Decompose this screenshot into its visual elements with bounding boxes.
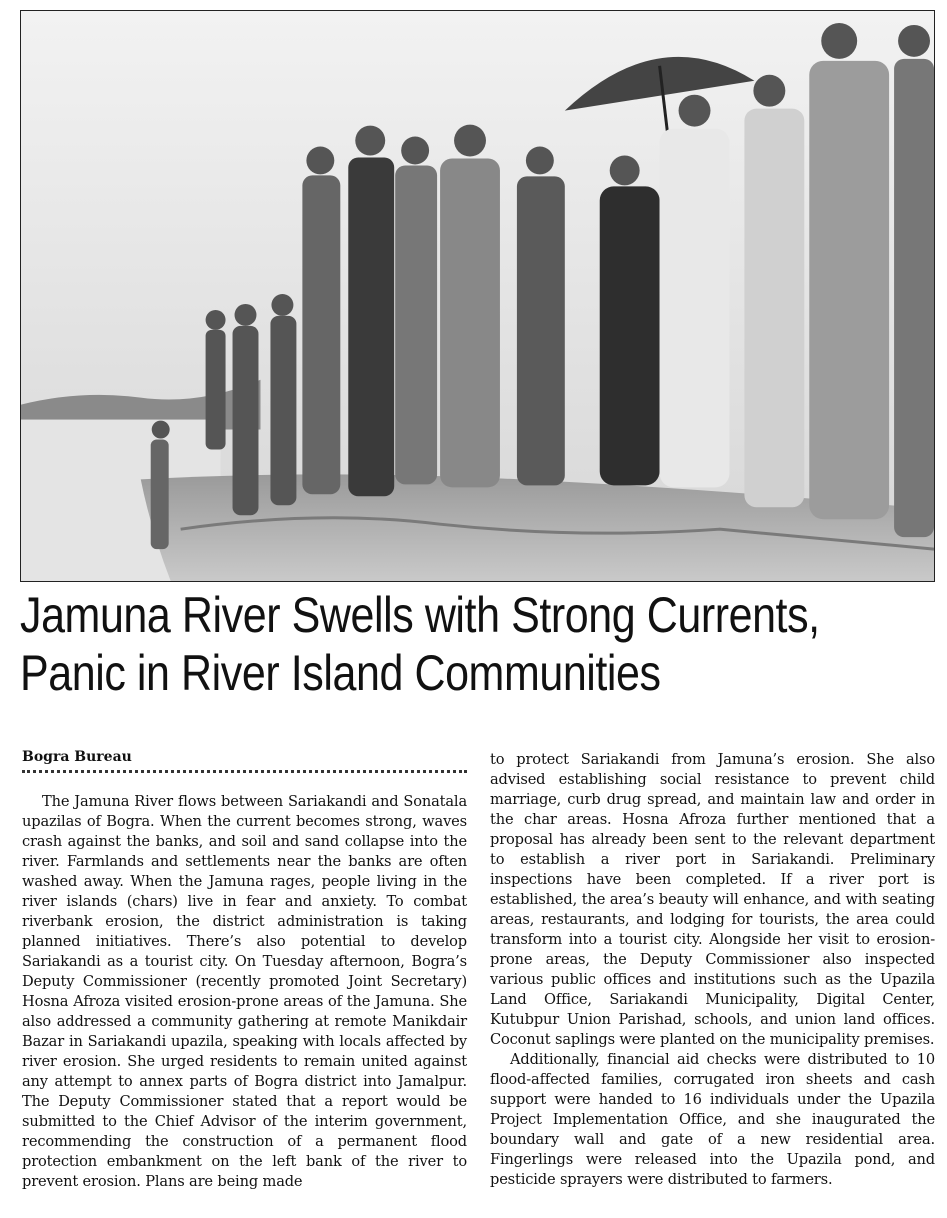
- headline-line-2: Panic in River Island Communities: [20, 645, 661, 701]
- byline: Bogra Bureau: [22, 749, 467, 773]
- news-photo: [20, 10, 935, 582]
- headline-line-1: Jamuna River Swells with Strong Currents,: [20, 587, 820, 643]
- headline: [20, 586, 820, 702]
- article-paragraph: Additionally, financial aid checks were distributed to 10 flood-affected families, corrugated iron sheets and cash support were handed to 16 individuals under the Upazila Project Implementation Office, and she inaugurated the boundary wall and gate of a new residential area. Fingerlings were released into the Upazila pond, and pesticide sprayers were distributed to farmers.: [490, 1051, 935, 1188]
- article-paragraph: to protect Sariakandi from Jamuna’s erosion. She also advised establishing social resistance to prevent child marriage, curb drug spread, and maintain law and order in the char areas. Hosna Afroza further mentioned that a proposal has already been sent to the relevant department to establish a river port in Sariakandi. Preliminary inspections have been completed. If a river port is established, the area’s beauty will enhance, and with seating areas, restaurants, and lodging for tourists, the area could transform into a tourist city. Alongside her visit to erosion-prone areas, the Deputy Commissioner also inspected various public offices and institutions such as the Upazila Land Office, Sariakandi Municipality, Digital Center, Kutubpur Union Parishad, schools, and union land offices. Coconut saplings were planted on the municipality premises.: [490, 751, 935, 1048]
- article-paragraph: The Jamuna River flows between Sariakandi and Sonatala upazilas of Bogra. When the current becomes strong, waves crash against the banks, and soil and sand collapse into the river. Farmlands and settlements near the banks are often washed away. When the Jamuna rages, people living in the river islands (chars) live in fear and anxiety. To combat riverbank erosion, the district administration is taking planned initiatives. There’s also potential to develop Sariakandi as a tourist city. On Tuesday afternoon, Bogra’s Deputy Commissioner (recently promoted Joint Secretary) Hosna Afroza visited erosion-prone areas of the Jamuna. She also addressed a community gathering at remote Manikdair Bazar in Sariakandi upazila, speaking with locals affected by river erosion. She urged residents to remain united against any attempt to annex parts of Bogra district into Jamalpur. The Deputy Commissioner stated that a report would be submitted to the Chief Advisor of the interim government, recommending the construction of a permanent flood protection embankment on the left bank of the river to prevent erosion. Plans are being made: [22, 793, 467, 1190]
- article-column-2: [490, 750, 935, 1190]
- article-column-1: [22, 792, 467, 1192]
- crowd-on-riverbank-photo: [21, 11, 934, 581]
